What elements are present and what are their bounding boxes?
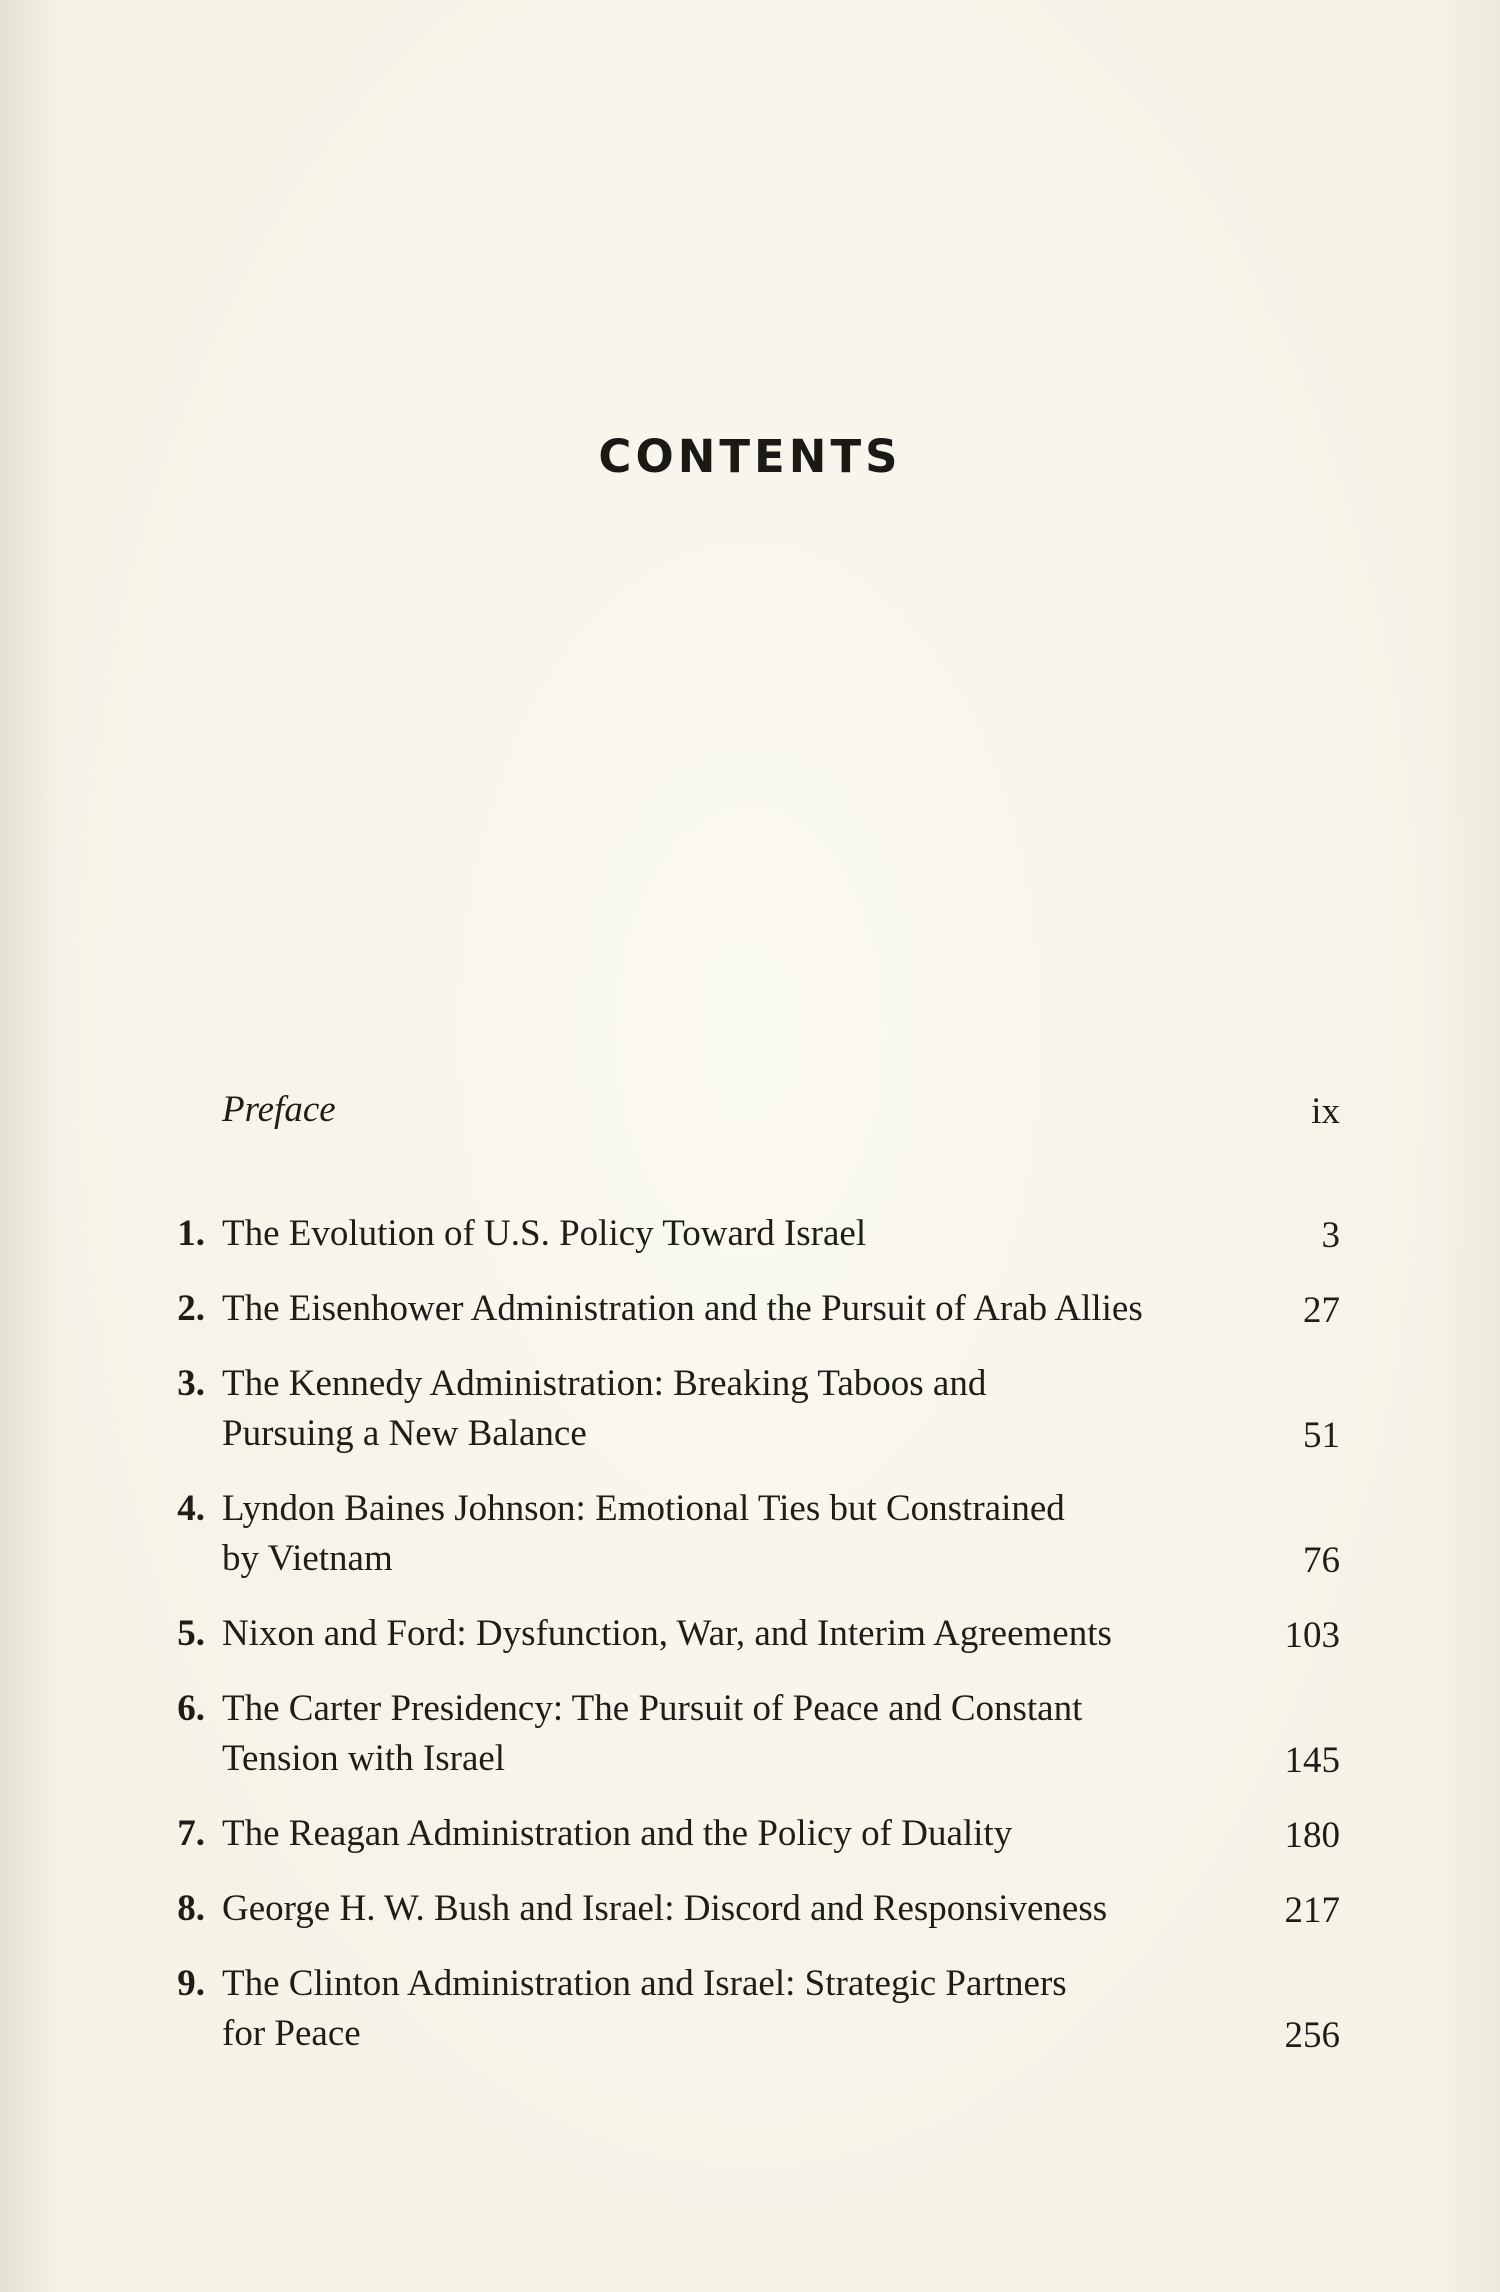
chapter-number: 7. [177, 1813, 205, 1854]
toc-page-number: 180 [1284, 1815, 1340, 1856]
toc-page-number: 51 [1303, 1415, 1340, 1456]
toc-entry-title: Lyndon Baines Johnson: Emotional Ties but Constrained [222, 1488, 1065, 1529]
toc-page-number: 103 [1284, 1615, 1340, 1656]
toc-entry-title-continued: for Peace [222, 2013, 361, 2054]
toc-entry-title: The Reagan Administration and the Policy of Duality [222, 1813, 1013, 1854]
chapter-number: 6. [177, 1688, 205, 1729]
chapter-number: 9. [177, 1963, 205, 2004]
toc-page-number: 3 [1321, 1215, 1340, 1256]
toc-entry-title: The Kennedy Administration: Breaking Taboos and [222, 1363, 987, 1404]
toc-entry-title: The Carter Presidency: The Pursuit of Peace and Constant [222, 1688, 1083, 1729]
toc-entry-title: The Eisenhower Administration and the Pursuit of Arab Allies [222, 1288, 1143, 1329]
toc-page-number: ix [1311, 1091, 1340, 1132]
toc-entry-title: George H. W. Bush and Israel: Discord and Responsiveness [222, 1888, 1108, 1929]
chapter-number: 4. [177, 1488, 205, 1529]
toc-page-number: 217 [1284, 1890, 1340, 1931]
chapter-number: 5. [177, 1613, 205, 1654]
toc-entry-title: The Evolution of U.S. Policy Toward Israel [222, 1213, 867, 1254]
toc-entry-title: Nixon and Ford: Dysfunction, War, and Interim Agreements [222, 1613, 1112, 1654]
toc-entry-title-continued: by Vietnam [222, 1538, 393, 1579]
toc-page-number: 145 [1284, 1740, 1340, 1781]
toc-entry-title: The Clinton Administration and Israel: Strategic Partners [222, 1963, 1067, 2004]
chapter-number: 8. [177, 1888, 205, 1929]
toc-page-number: 76 [1303, 1540, 1340, 1581]
chapter-number: 1. [177, 1213, 205, 1254]
page-title: CONTENTS [598, 430, 902, 483]
toc-page-number: 256 [1284, 2015, 1340, 2056]
toc-page-number: 27 [1303, 1290, 1340, 1331]
chapter-number: 2. [177, 1288, 205, 1329]
toc-entry-title: Preface [222, 1089, 336, 1130]
toc-entry-title-continued: Pursuing a New Balance [222, 1413, 587, 1454]
toc-entry-title-continued: Tension with Israel [222, 1738, 506, 1779]
chapter-number: 3. [177, 1363, 205, 1404]
